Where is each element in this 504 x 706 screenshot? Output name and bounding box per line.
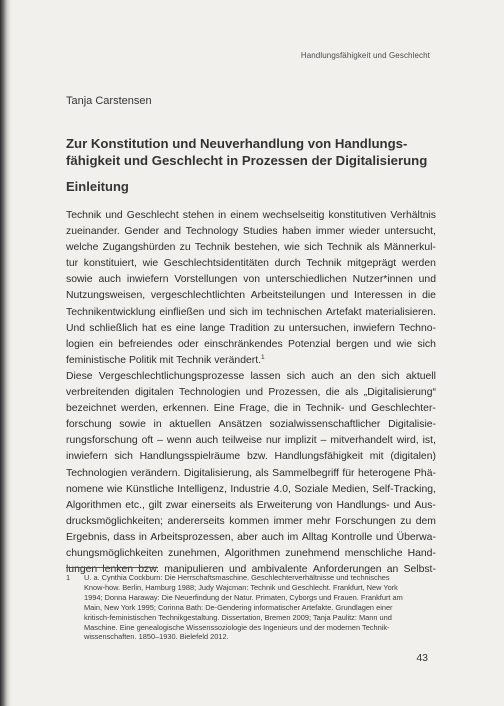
body-text bbox=[66, 208, 436, 578]
footnote-line: wissenschaften. 1850–1930. Bielefeld 2012. bbox=[84, 632, 229, 642]
body-line: Algorithmen etc., gilt zwar einerseits als Erweiterung von Handlungs- und Aus- bbox=[66, 499, 436, 511]
running-header: Handlungsfähigkeit und Geschlecht bbox=[300, 51, 430, 60]
footnote-line: U. a. Cynthia Cockburn: Die Herrschaftsmaschine. Geschlechterverhältnisse und technisches bbox=[84, 573, 390, 582]
page-number: 43 bbox=[416, 652, 428, 664]
body-line: Technologien verändern. Digitalisierung, als Sammelbegriff für heterogene Phä- bbox=[66, 467, 436, 479]
book-spine-shadow bbox=[0, 0, 11, 706]
body-line: Und schließlich hat es eine lange Tradition zu untersuchen, inwiefern Techno- bbox=[66, 322, 436, 334]
section-heading: Einleitung bbox=[66, 179, 129, 194]
body-line: tur konstituiert, wie Geschlechtsidentitäten durch Technik mitgeprägt werden bbox=[66, 258, 436, 270]
body-line: drucksmöglichkeiten; andererseits kommen immer mehr Forschungen zu dem bbox=[66, 515, 436, 527]
body-line: lungen lenken bzw. manipulieren und ambivalente Anforderungen an Selbst- bbox=[66, 564, 436, 576]
footnote-line: Maschine. Eine genealogische Wissenssoziologie des Ingenieurs und der modernen Technik- bbox=[84, 622, 390, 632]
body-line: nomene wie Künstliche Intelligenz, Industrie 4.0, Soziale Medien, Self-Tracking, bbox=[66, 483, 436, 495]
body-line: Ergebnis, dass in Arbeitsprozessen, aber auch im Alltag Kontrolle und Überwa- bbox=[66, 531, 436, 543]
footnote-text bbox=[84, 573, 436, 642]
body-line: welche Zugangshürden zu Technik bestehen, wie sich Technik als Männerkul- bbox=[66, 242, 436, 254]
body-line: inwiefern sich Handlungsspielräume bzw. Handlungsfähigkeit mit (digitalen) bbox=[66, 451, 436, 463]
body-line: forschung sowie in aktuellen Ansätzen sozialwissenschaftlicher Digitalisie- bbox=[66, 419, 436, 431]
body-line-text: feministische Politik mit Technik verändert. bbox=[66, 354, 261, 366]
body-line: verbreitenden digitalen Technologien und Prozessen, die als „Digitalisierung“ bbox=[66, 387, 436, 399]
footnote-line: 1994; Donna Haraway: Die Neuerfindung der Natur. Primaten, Cyborgs und Frauen. Frankfurt am bbox=[84, 592, 403, 602]
chapter-title bbox=[66, 135, 436, 169]
footnote-divider bbox=[66, 567, 158, 568]
chapter-title-line: Zur Konstitution und Neuverhandlung von Handlungs- bbox=[66, 136, 408, 151]
body-line: logien ein befreiendes oder einschränkendes Potenzial bergen und wie sich bbox=[66, 338, 436, 350]
chapter-title-line: fähigkeit und Geschlecht in Prozessen der Digitalisierung bbox=[66, 153, 428, 168]
footnote-line: Know-how. Berlin, Hamburg 1988; Judy Wajcman: Technik und Geschlecht. Frankfurt, New York bbox=[84, 582, 398, 592]
body-line: Technikentwicklung einfließen und sich im technischen Artefakt materialisieren. bbox=[66, 306, 436, 318]
body-line: Technik und Geschlecht stehen in einem wechselseitig konstitutiven Verhältnis bbox=[66, 210, 436, 221]
footnote-reference[interactable]: 1 bbox=[261, 353, 265, 361]
footnote-line: kritisch-feministischen Technikgestaltung. Dissertation, Bremen 2009; Tanja Paulitz: Mann und bbox=[84, 612, 392, 622]
body-line: zueinander. Gender and Technology Studies haben immer wieder untersucht, bbox=[66, 226, 436, 238]
author-name: Tanja Carstensen bbox=[66, 95, 152, 107]
body-line: sowie auch inwiefern Vorstellungen von unterschiedlichen Nutzer*innen und bbox=[66, 274, 436, 286]
body-line: bezeichnet werden, erkennen. Eine Frage, die in Technik- und Geschlechter- bbox=[66, 403, 436, 415]
body-line: rungsforschung oft – wenn auch teilweise nur implizit – mitverhandelt wird, ist, bbox=[66, 435, 436, 447]
footnote-number: 1 bbox=[66, 573, 71, 582]
body-line: Diese Vergeschlechtlichungsprozesse lassen sich auch an den sich aktuell bbox=[66, 370, 436, 382]
body-line bbox=[66, 353, 436, 369]
body-line: chungsmöglichkeiten zunehmen, Algorithmen zunehmend menschliche Hand- bbox=[66, 547, 436, 559]
body-line: Nutzungsweisen, vergeschlechtlichten Arbeitsteilungen und Interessen in die bbox=[66, 290, 436, 302]
footnote-line: Main, New York 1995; Corinna Bath: De-Gendering informatischer Artefakte. Grundlagen einer bbox=[84, 602, 393, 612]
